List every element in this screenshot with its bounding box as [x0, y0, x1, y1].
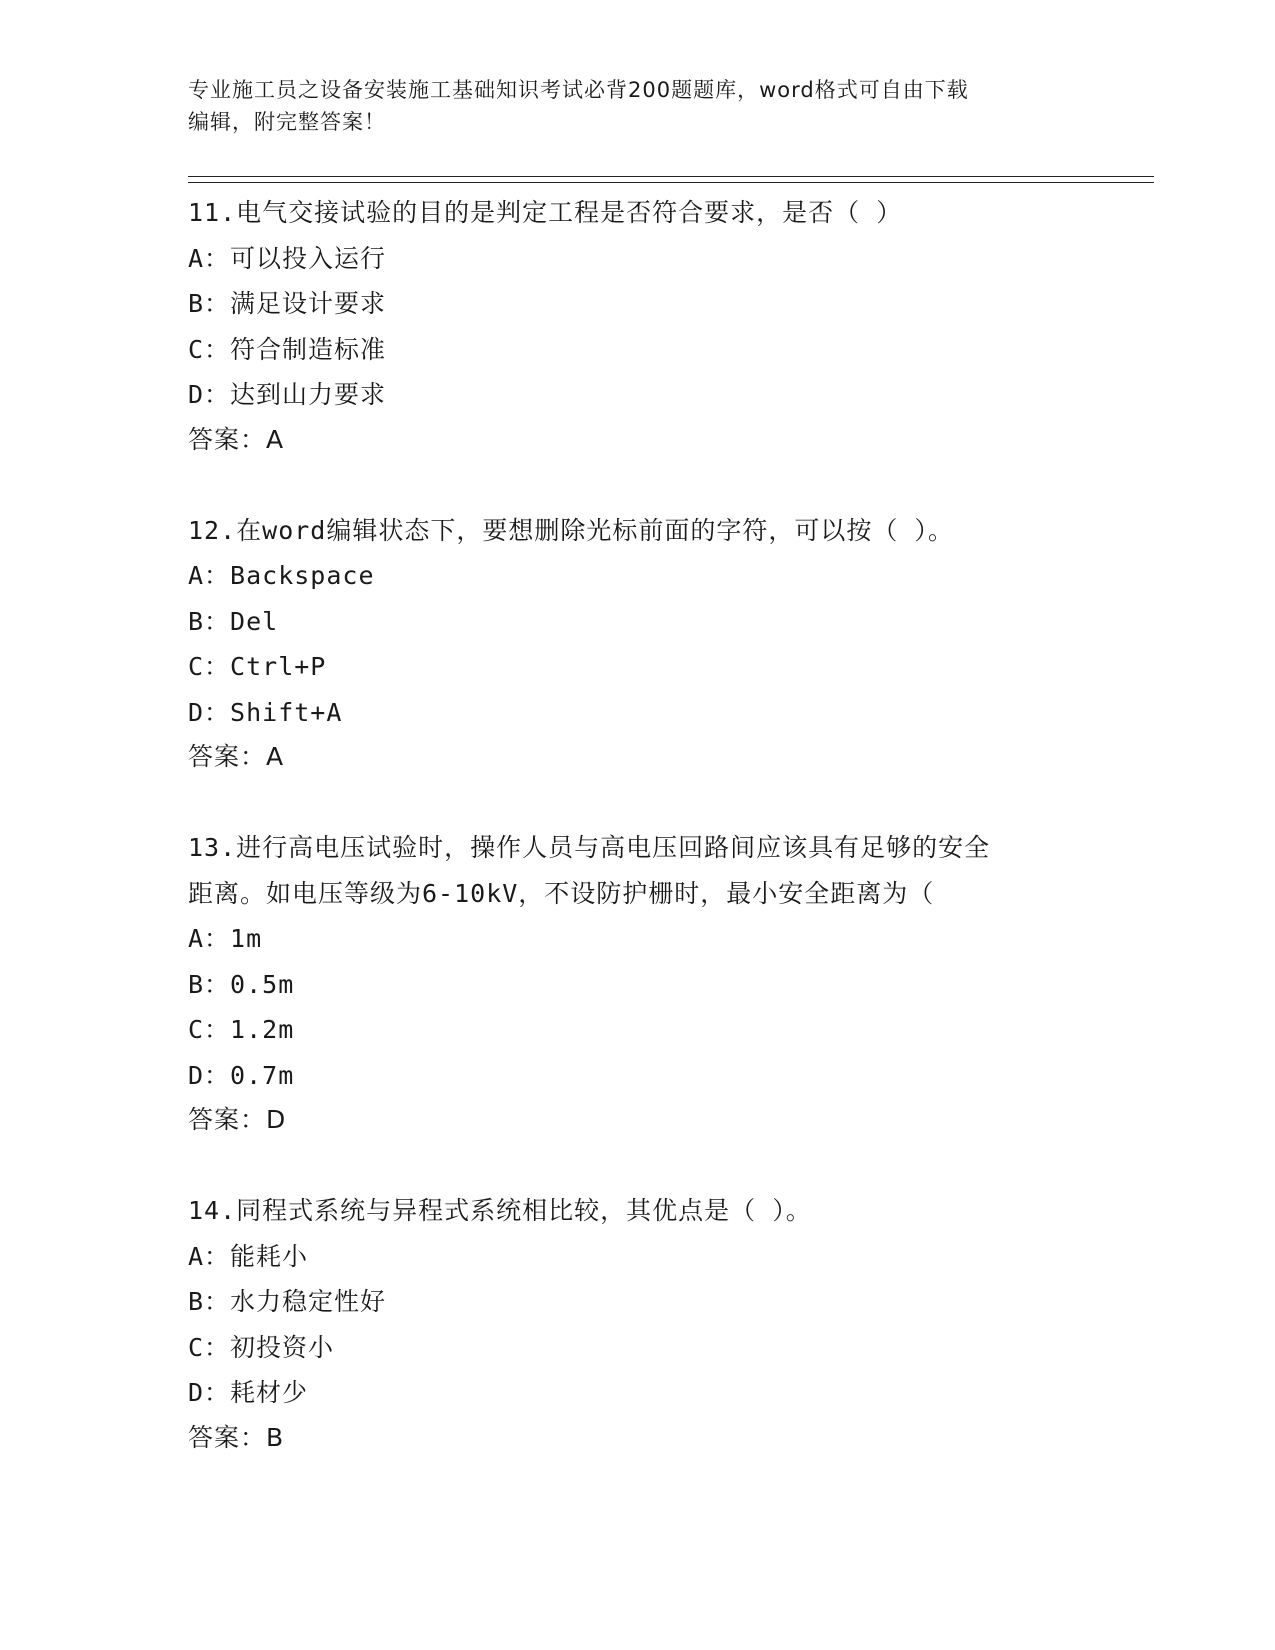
option-b: B：满足设计要求 [188, 289, 387, 318]
answer-line: 答案：A [188, 742, 285, 771]
question-stem: 14.同程式系统与异程式系统相比较，其优点是（ ）。 [188, 1196, 812, 1225]
answer-line: 答案：B [188, 1422, 285, 1452]
option-d: D：0.7m [188, 1060, 295, 1090]
option-a: A：1m [188, 924, 263, 953]
option-c: C：初投资小 [188, 1332, 335, 1362]
option-b: B：Del [188, 606, 279, 636]
question-13 [188, 825, 1108, 1142]
option-a: A：Backspace [188, 561, 375, 590]
option-b: B：0.5m [188, 969, 295, 999]
question-stem: 12.在word编辑状态下，要想删除光标前面的字符，可以按（ ）。 [188, 515, 954, 545]
option-d: D：耗材少 [188, 1378, 309, 1407]
question-stem: 13.进行高电压试验时，操作人员与高电压回路间应该具有足够的安全 [188, 833, 991, 862]
option-d: D：Shift+A [188, 697, 343, 727]
option-b: B：水力稳定性好 [188, 1287, 387, 1316]
question-list [188, 190, 1108, 1506]
document-header [188, 74, 1068, 138]
option-c: C：符合制造标准 [188, 334, 387, 364]
question-14 [188, 1188, 1108, 1460]
header-line-1: 专业施工员之设备安装施工基础知识考试必背200题题库，word格式可自由下载 [188, 78, 969, 102]
question-12 [188, 508, 1108, 780]
question-stem: 11.电气交接试验的目的是判定工程是否符合要求，是否（ ） [188, 198, 903, 227]
option-d: D：达到山力要求 [188, 380, 387, 409]
header-line-2: 编辑，附完整答案！ [188, 110, 386, 134]
answer-line: 答案：D [188, 1105, 287, 1134]
answer-line: 答案：A [188, 424, 285, 454]
option-c: C：Ctrl+P [188, 652, 327, 681]
option-c: C：1.2m [188, 1015, 295, 1044]
option-a: A：能耗小 [188, 1241, 309, 1271]
option-a: A：可以投入运行 [188, 243, 387, 273]
header-divider-bottom [188, 182, 1154, 183]
question-11 [188, 190, 1108, 462]
header-divider-top [188, 176, 1154, 177]
question-stem-continued: 距离。如电压等级为6-10kV，不设防护栅时，最小安全距离为（ [188, 878, 935, 908]
